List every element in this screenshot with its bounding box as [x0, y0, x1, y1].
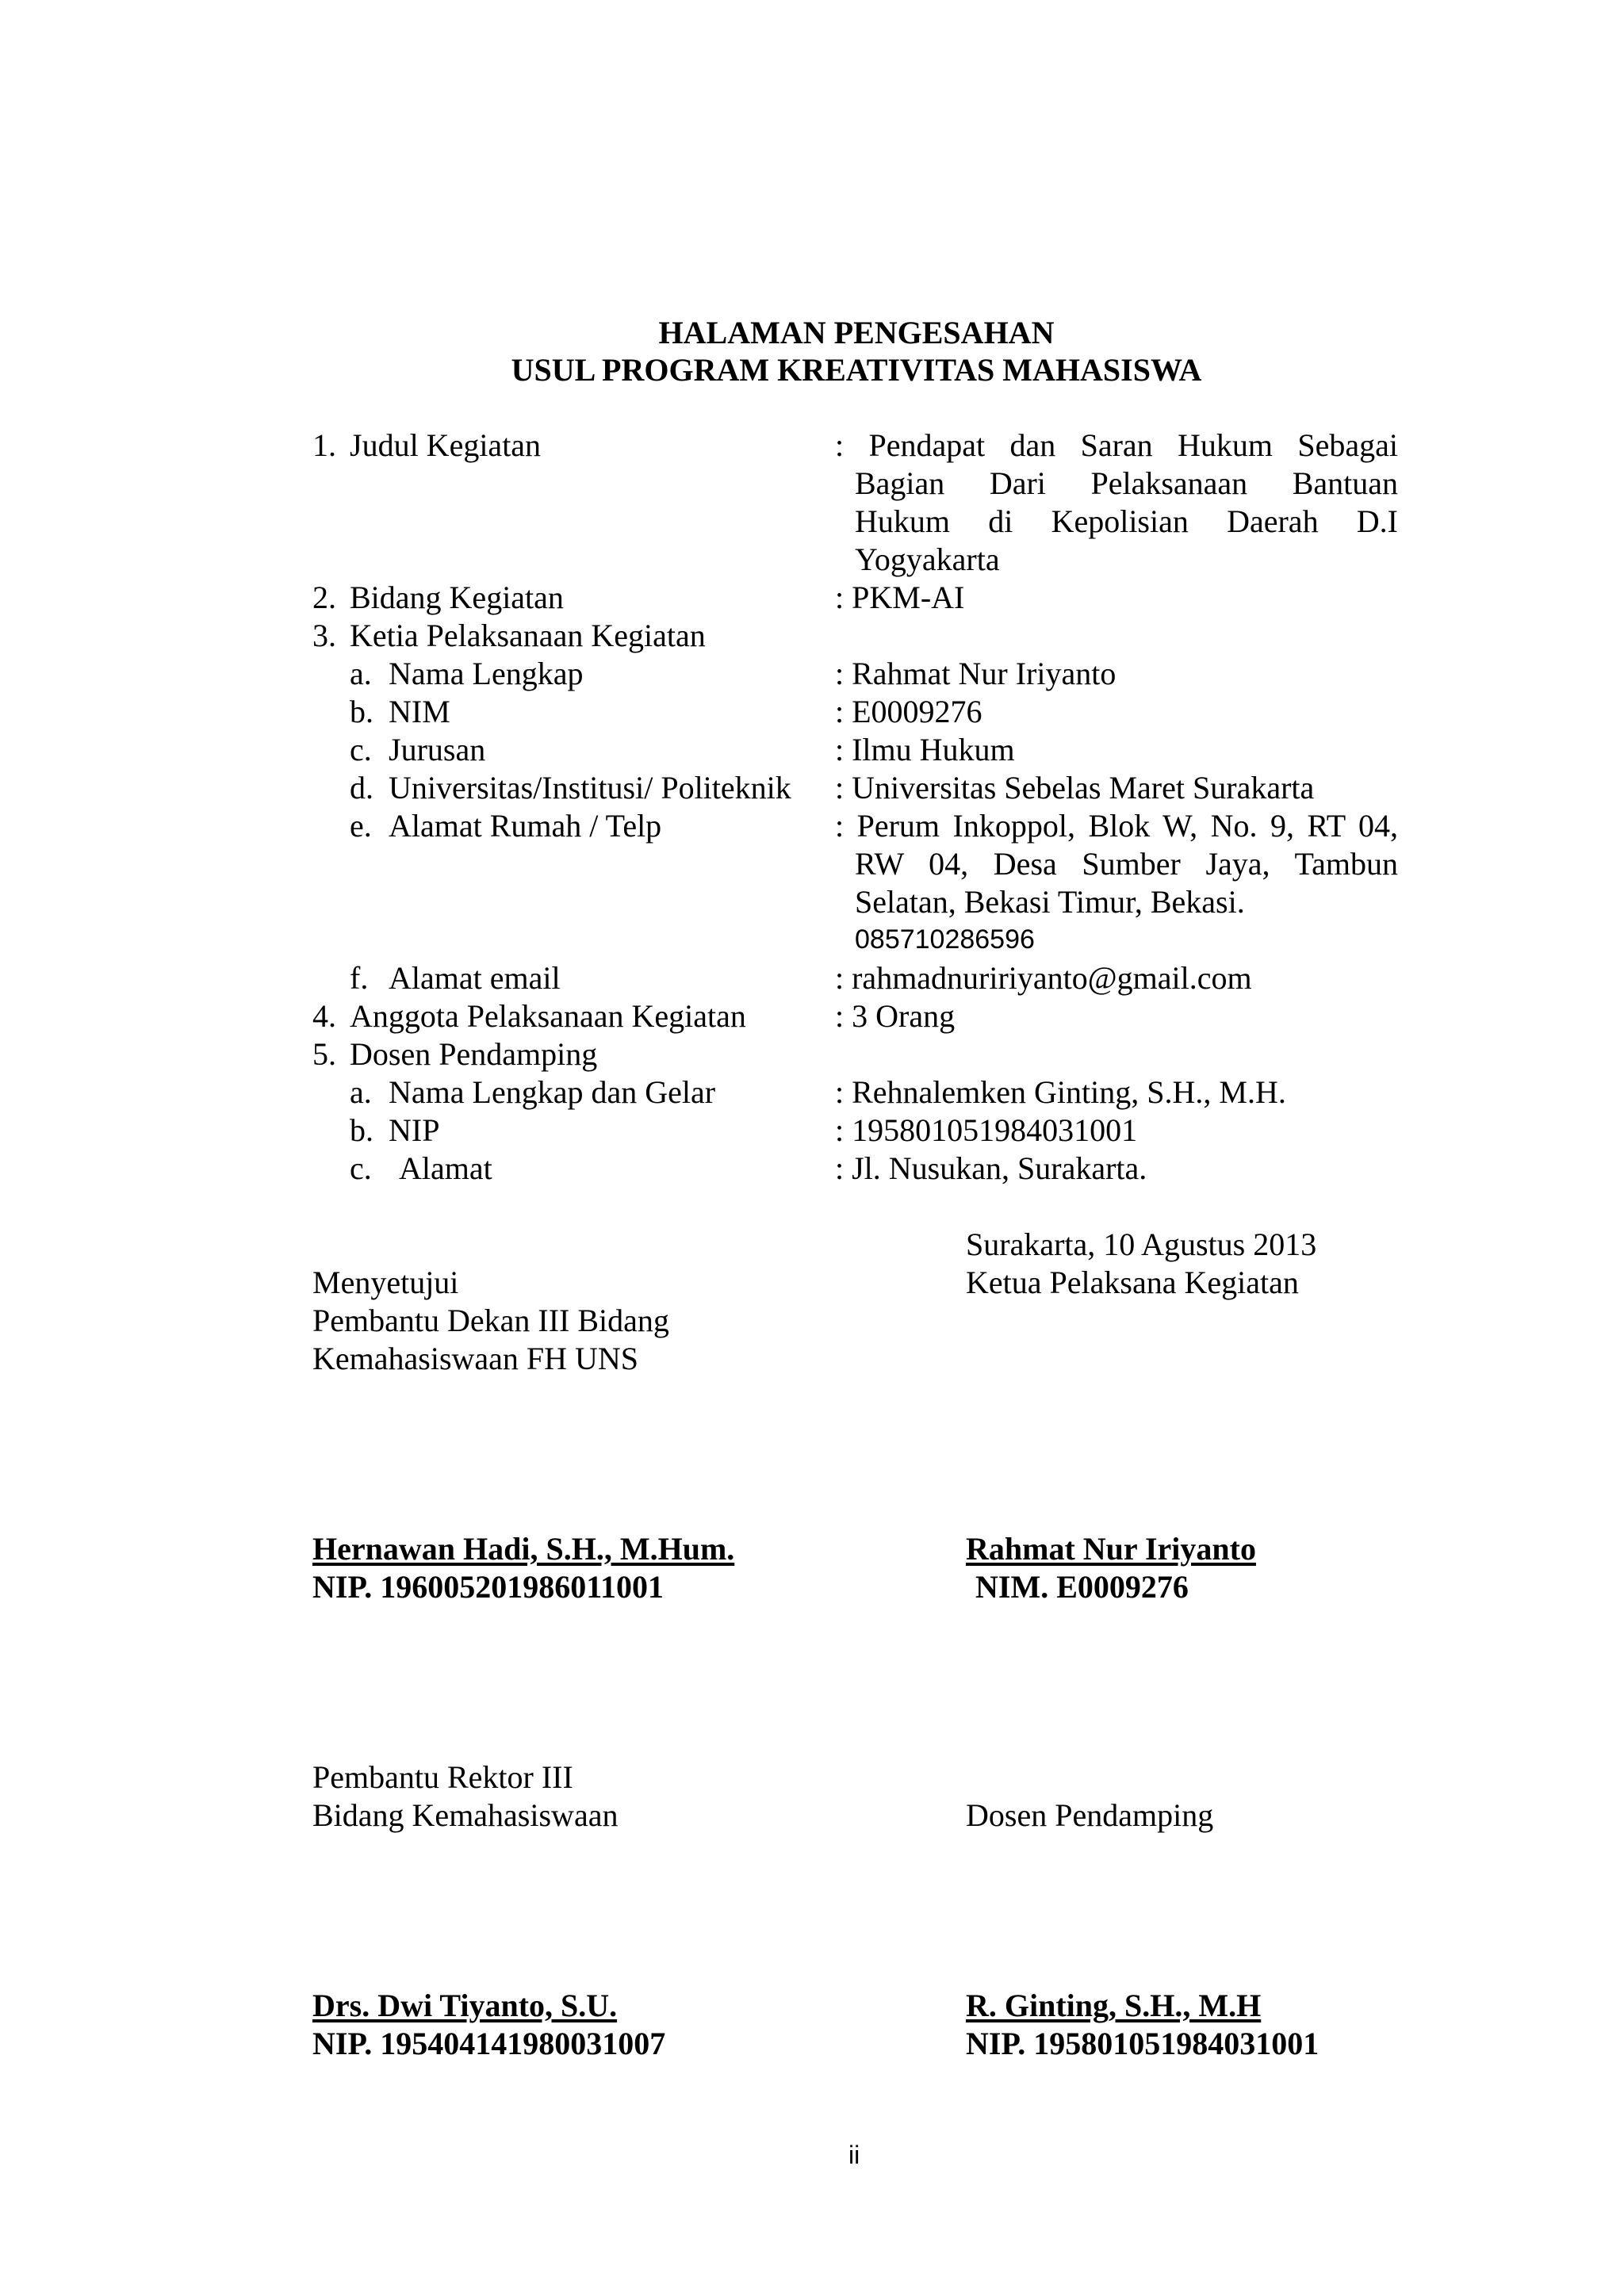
field-value: : Ilmu Hukum [835, 732, 1015, 767]
signatory-id: NIP. 195801051984031001 [966, 2026, 1320, 2061]
field-label: Dosen Pendamping [350, 1036, 598, 1072]
field-number: b. [350, 1112, 373, 1148]
field-value: : 195801051984031001 [835, 1112, 1138, 1148]
field-number: 4. [312, 998, 336, 1034]
field-label: Bidang Kegiatan [350, 580, 564, 615]
field-number: b. [350, 694, 373, 729]
signatory-name: Drs. Dwi Tiyanto, S.U. [312, 1988, 618, 2023]
page-number: ii [848, 2141, 860, 2169]
field-value: : Jl. Nusukan, Surakarta. [835, 1150, 1147, 1186]
field-value: : rahmadnuririyanto@gmail.com [835, 960, 1252, 996]
field-number: a. [350, 1074, 372, 1110]
signatory-name: Hernawan Hadi, S.H., M.Hum. [312, 1531, 735, 1567]
field-number: a. [350, 656, 372, 691]
signature-role-line: Pembantu Dekan III Bidang [312, 1303, 669, 1338]
field-phone: 085710286596 [855, 924, 1035, 955]
signatory-id: NIP. 195404141980031007 [312, 2026, 666, 2061]
field-number: 5. [312, 1036, 336, 1072]
field-label: NIM [389, 694, 450, 729]
title-line-1: HALAMAN PENGESAHAN [658, 315, 1055, 350]
field-value-line: : Perum Inkoppol, Blok W, No. 9, RT 04, [835, 808, 1398, 844]
signature-role-line: Pembantu Rektor III [312, 1759, 573, 1795]
field-number: e. [350, 808, 372, 844]
field-value: : 3 Orang [835, 998, 956, 1034]
field-label: Judul Kegiatan [350, 427, 542, 463]
signatory-id: NIP. 196005201986011001 [312, 1569, 665, 1605]
field-label: Ketia Pelaksanaan Kegiatan [350, 618, 706, 653]
field-label: Alamat [399, 1150, 492, 1186]
signatory-name: R. Ginting, S.H., M.H [966, 1988, 1262, 2023]
signature-role-line: Menyetujui [312, 1265, 459, 1300]
field-label: Anggota Pelaksanaan Kegiatan [350, 998, 746, 1034]
signatory-name: Rahmat Nur Iriyanto [966, 1531, 1256, 1567]
title-line-2: USUL PROGRAM KREATIVITAS MAHASISWA [511, 352, 1202, 388]
field-value: : PKM-AI [835, 580, 965, 615]
field-label: Universitas/Institusi/ Politeknik [389, 770, 791, 806]
field-value-line: Hukum di Kepolisian Daerah D.I [855, 503, 1398, 539]
signature-role-line: Ketua Pelaksana Kegiatan [966, 1265, 1299, 1300]
signature-role-line: Bidang Kemahasiswaan [312, 1797, 619, 1833]
field-label: NIP [389, 1112, 440, 1148]
field-label: Jurusan [389, 732, 486, 767]
field-value-line: Yogyakarta [855, 541, 1000, 577]
field-value-line: RW 04, Desa Sumber Jaya, Tambun [855, 846, 1398, 882]
field-value: : Rehnalemken Ginting, S.H., M.H. [835, 1074, 1286, 1110]
field-label: Nama Lengkap [389, 656, 584, 691]
field-value-line: Selatan, Bekasi Timur, Bekasi. [855, 884, 1245, 920]
field-value: : Rahmat Nur Iriyanto [835, 656, 1116, 691]
field-number: d. [350, 770, 373, 806]
field-number: 3. [312, 618, 336, 653]
field-value-line: Bagian Dari Pelaksanaan Bantuan [855, 465, 1398, 501]
signature-role-line: Dosen Pendamping [966, 1797, 1214, 1833]
field-number: 2. [312, 580, 336, 615]
field-value: : Universitas Sebelas Maret Surakarta [835, 770, 1315, 806]
field-number: c. [350, 732, 372, 767]
place-date: Surakarta, 10 Agustus 2013 [966, 1226, 1317, 1262]
field-label: Alamat email [389, 960, 561, 996]
field-value: : E0009276 [835, 694, 982, 729]
field-value-line: : Pendapat dan Saran Hukum Sebagai [835, 427, 1398, 463]
field-number: f. [350, 960, 369, 996]
signatory-id: NIM. E0009276 [975, 1569, 1189, 1605]
field-label: Alamat Rumah / Telp [389, 808, 662, 844]
field-number: c. [350, 1150, 372, 1186]
field-label: Nama Lengkap dan Gelar [389, 1074, 716, 1110]
field-number: 1. [312, 427, 336, 463]
signature-role-line: Kemahasiswaan FH UNS [312, 1341, 639, 1376]
